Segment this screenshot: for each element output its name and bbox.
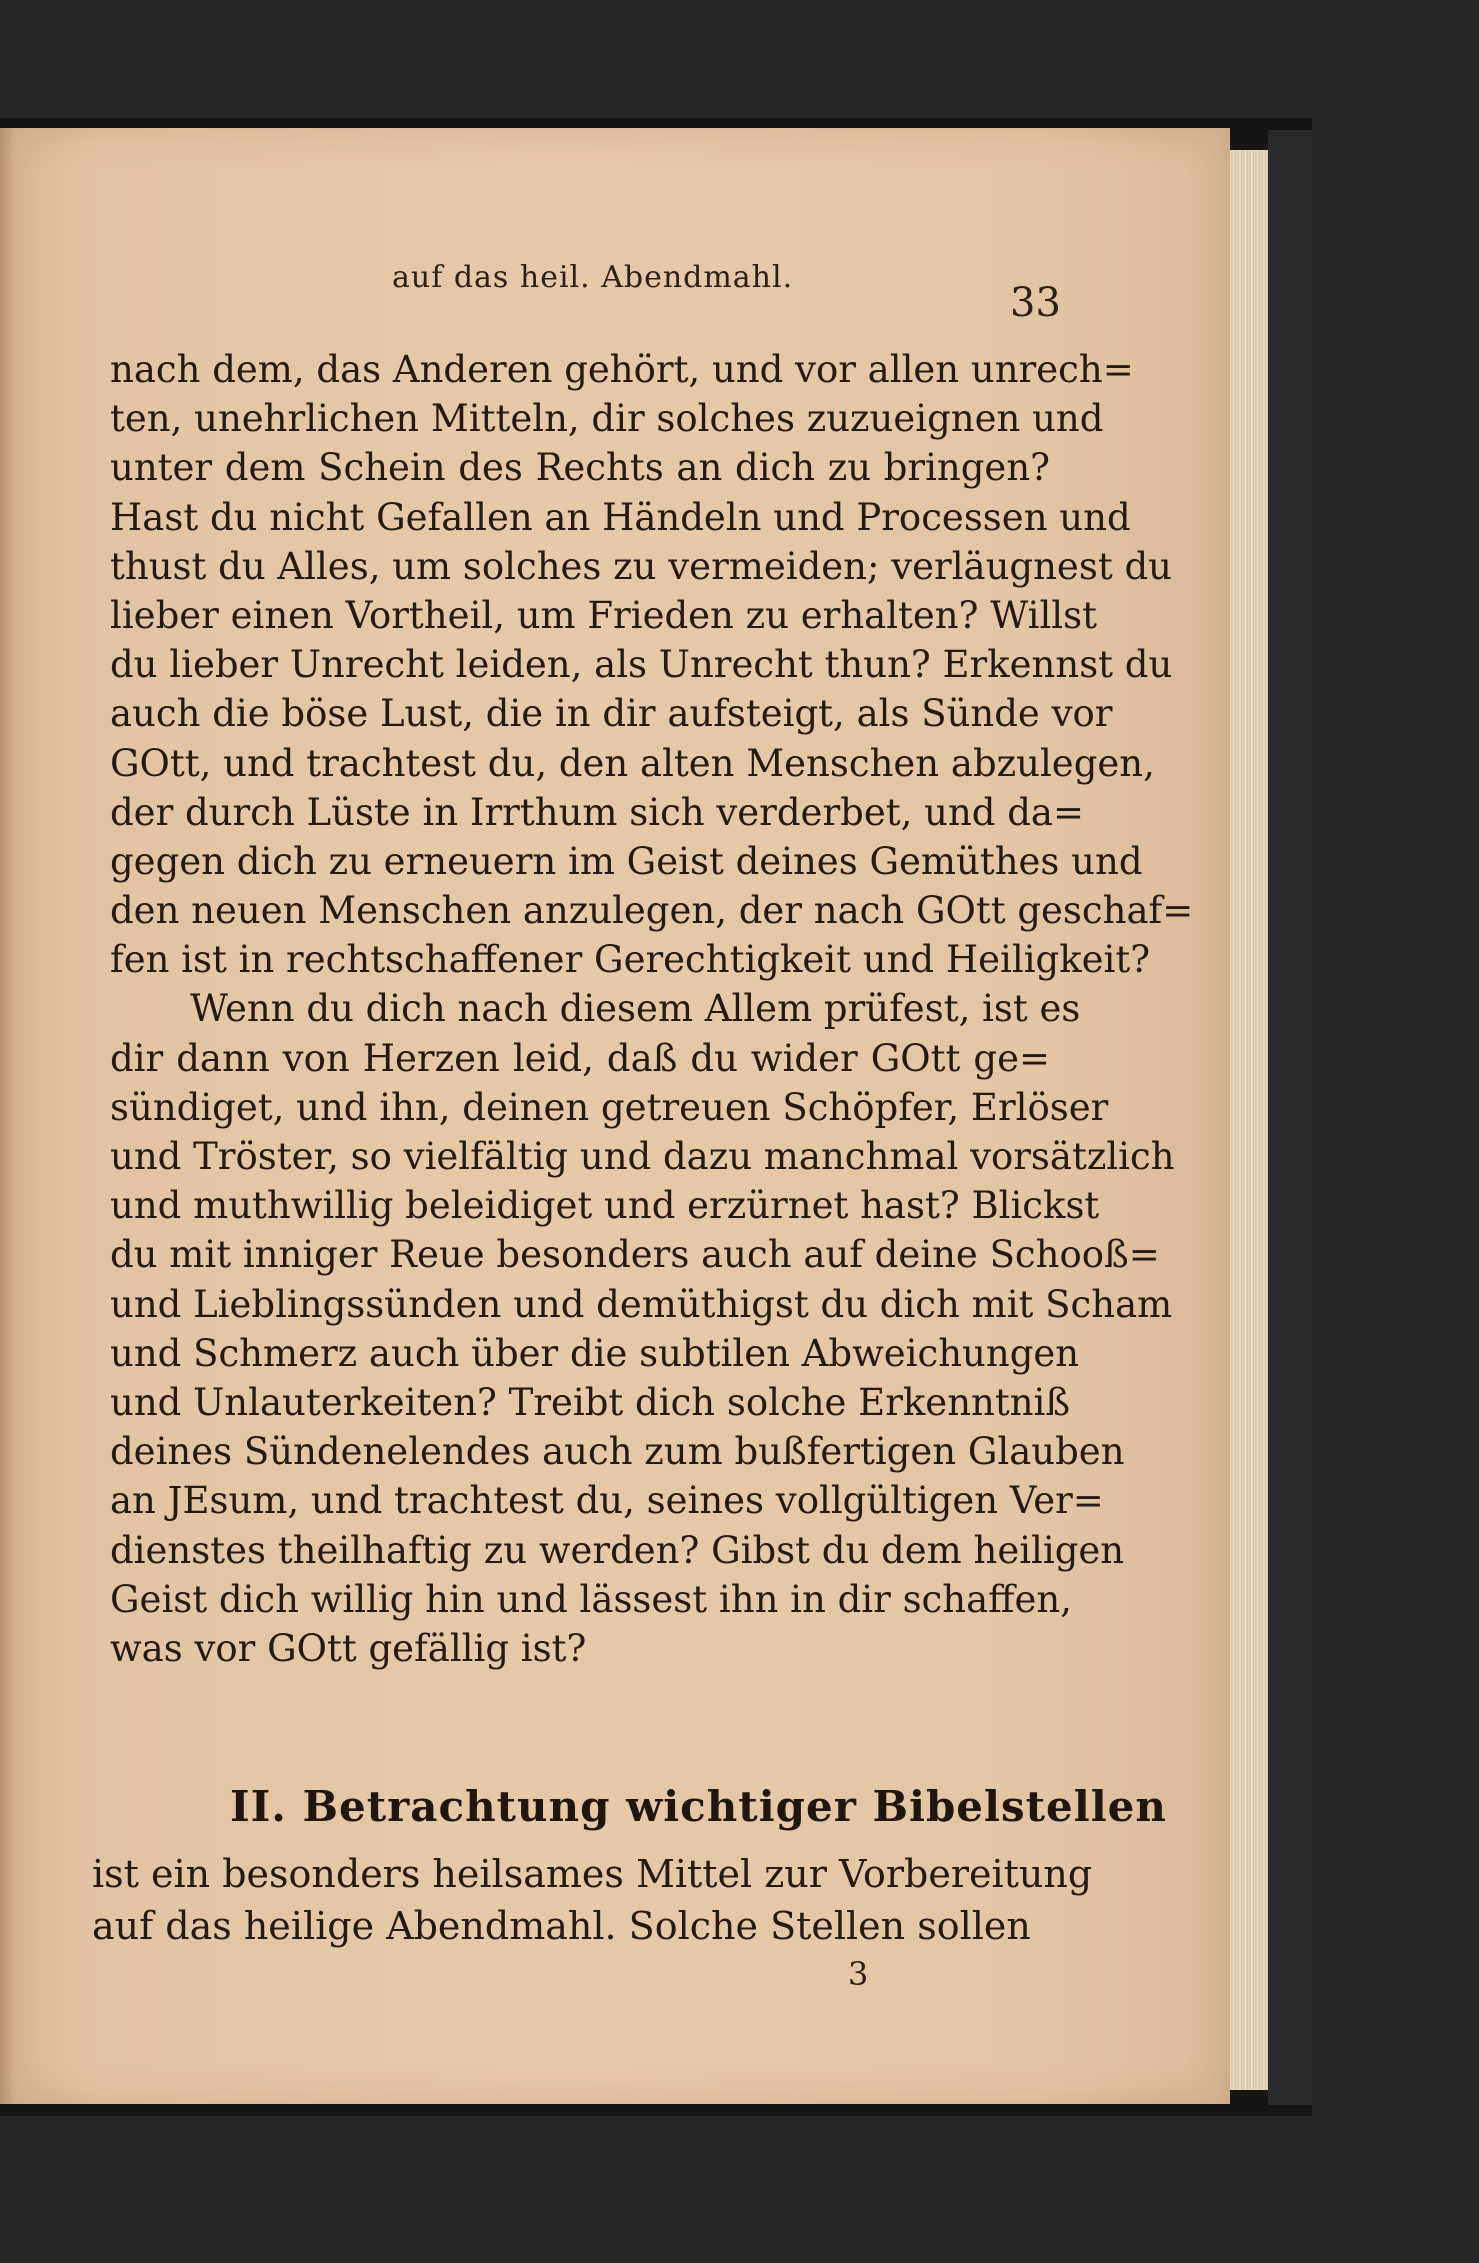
main-text-block bbox=[110, 345, 1194, 1673]
text-line: nach dem, das Anderen gehört, und vor allen unrech= bbox=[110, 348, 1134, 391]
text-line: auf das heilige Abendmahl. Solche Stellen sollen bbox=[92, 1904, 1031, 1948]
text-line: fen ist in rechtschaffener Gerechtigkeit und Heiligkeit? bbox=[110, 938, 1151, 982]
book-cover-edge bbox=[1268, 130, 1312, 2105]
text-line: Wenn du dich nach diesem Allem prüfest, ist es bbox=[190, 987, 1081, 1031]
text-line: thust du Alles, um solches zu vermeiden; verläugnest du bbox=[110, 544, 1172, 588]
text-line: gegen dich zu erneuern im Geist deines Gemüthes und bbox=[110, 839, 1143, 883]
section-heading: II. Betrachtung wichtiger Bibelstellen bbox=[230, 1782, 1167, 1831]
text-line: sündiget, und ihn, deinen getreuen Schöpfer, Erlöser bbox=[110, 1085, 1109, 1129]
section-text-block bbox=[92, 1848, 1093, 1952]
text-line: ist ein besonders heilsames Mittel zur Vorbereitung bbox=[92, 1852, 1093, 1896]
text-line: der durch Lüste in Irrthum sich verderbet, und da= bbox=[110, 790, 1084, 834]
text-line: und muthwillig beleidiget und erzürnet hast? Blickst bbox=[110, 1184, 1100, 1228]
text-line: den neuen Menschen anzulegen, der nach GOtt geschaf= bbox=[110, 889, 1194, 933]
page-edges bbox=[1230, 150, 1268, 2090]
text-line: auch die böse Lust, die in dir aufsteigt, als Sünde vor bbox=[110, 692, 1113, 736]
signature-mark: 3 bbox=[848, 1955, 869, 1993]
text-line: und Tröster, so vielfältig und dazu manchmal vorsätzlich bbox=[110, 1135, 1175, 1178]
text-line: dienstes theilhaftig zu werden? Gibst du dem heiligen bbox=[110, 1528, 1125, 1572]
text-line: unter dem Schein des Rechts an dich zu bringen? bbox=[110, 446, 1050, 490]
running-head: auf das heil. Abendmahl. bbox=[392, 260, 794, 295]
text-line: und Unlauterkeiten? Treibt dich solche Erkenntniß bbox=[110, 1380, 1071, 1424]
text-line: Geist dich willig hin und lässest ihn in dir schaffen, bbox=[110, 1577, 1072, 1621]
text-line: deines Sündenelendes auch zum bußfertigen Glauben bbox=[110, 1430, 1125, 1474]
text-line: und Lieblingssünden und demüthigst du dich mit Scham bbox=[110, 1282, 1173, 1326]
text-line: und Schmerz auch über die subtilen Abweichungen bbox=[110, 1331, 1080, 1375]
text-line: was vor GOtt gefällig ist? bbox=[110, 1626, 587, 1670]
text-line: GOtt, und trachtest du, den alten Menschen abzulegen, bbox=[110, 741, 1155, 785]
page-gutter bbox=[0, 128, 14, 2104]
text-line: ten, unehrlichen Mitteln, dir solches zuzueignen und bbox=[110, 397, 1104, 441]
text-line: Hast du nicht Gefallen an Händeln und Processen und bbox=[110, 495, 1131, 539]
text-line: lieber einen Vortheil, um Frieden zu erhalten? Willst bbox=[110, 593, 1097, 637]
text-line: du mit inniger Reue besonders auch auf deine Schooß= bbox=[110, 1233, 1160, 1277]
text-line: du lieber Unrecht leiden, als Unrecht thun? Erkennst du bbox=[110, 643, 1173, 687]
text-line: an JEsum, und trachtest du, seines vollgültigen Ver= bbox=[110, 1479, 1104, 1523]
text-line: dir dann von Herzen leid, daß du wider GOtt ge= bbox=[110, 1036, 1050, 1080]
page-number: 33 bbox=[1010, 280, 1061, 326]
